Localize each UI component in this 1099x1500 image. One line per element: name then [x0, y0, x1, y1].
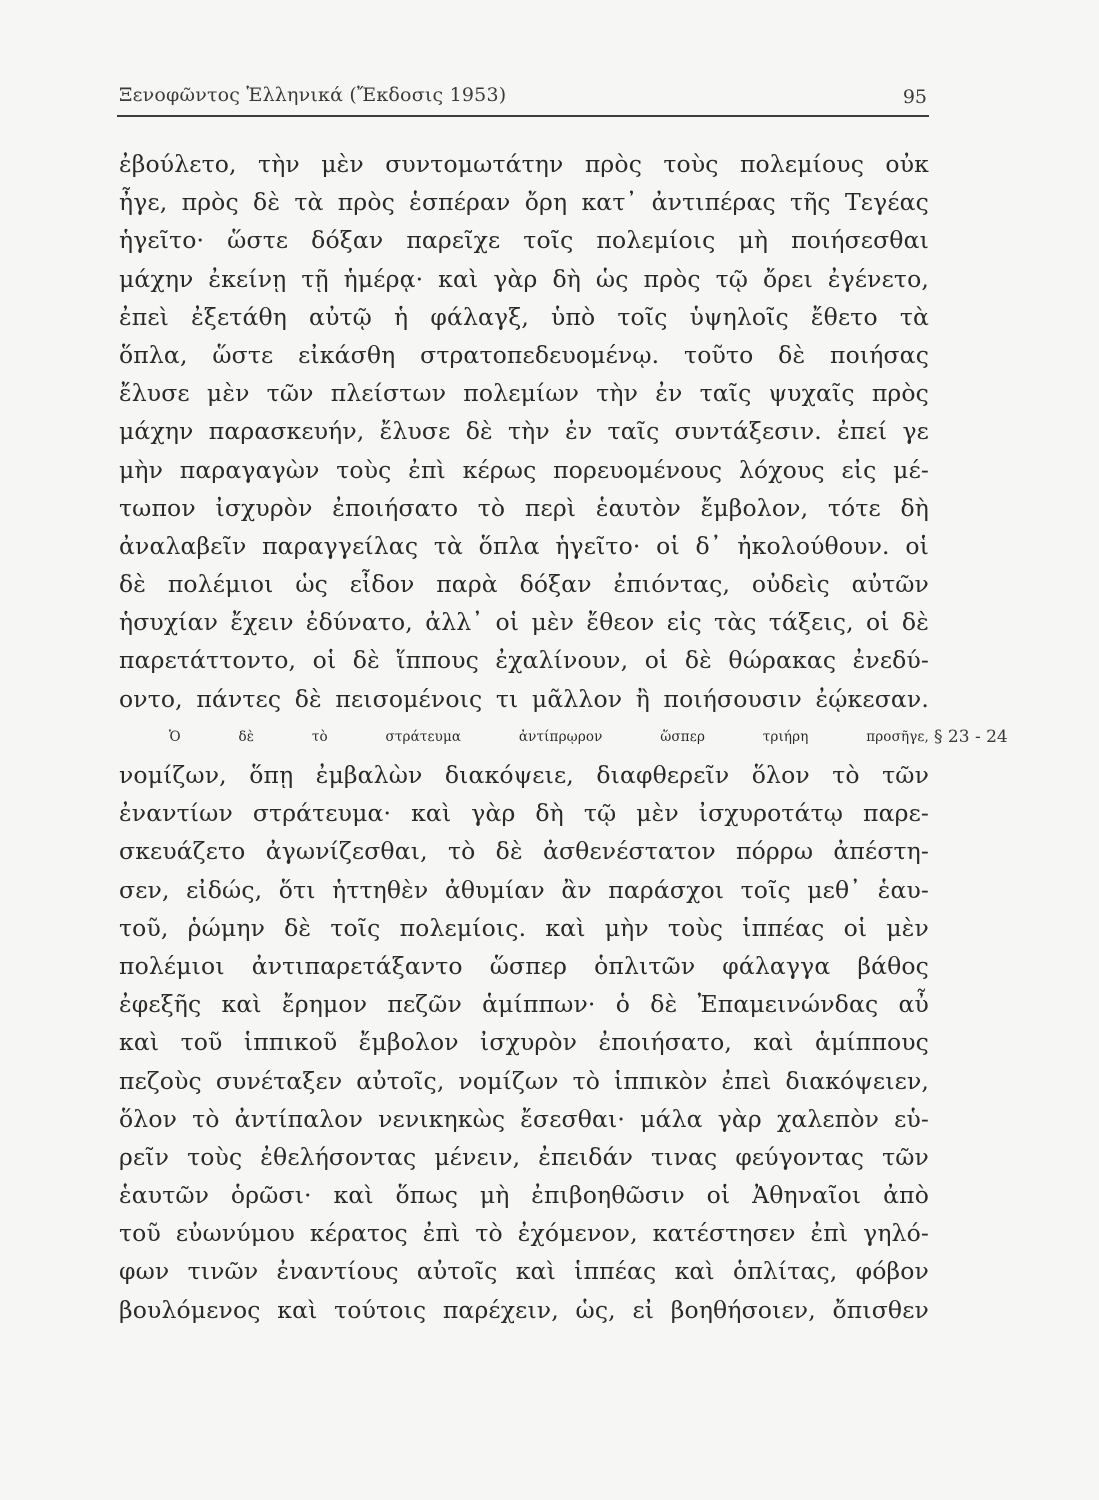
text-line: βουλόμενος καὶ τούτοις παρέχειν, ὡς, εἰ βοηθήσοιεν, ὄπισθεν	[119, 1295, 929, 1324]
text-line: καὶ τοῦ ἱππικοῦ ἔμβολον ἰσχυρὸν ἐποιήσατο, καὶ ἁμίππους	[119, 1028, 929, 1057]
text-line: Ὁ δὲ τὸ στράτευμα ἀντίπρῳρον ὥσπερ τριήρη προσῆγε,	[169, 728, 929, 745]
paragraph-start-line	[119, 718, 1008, 756]
text-line: τωπον ἰσχυρὸν ἐποιήσατο τὸ περὶ ἑαυτὸν ἔμβολον, τότε δὴ	[119, 493, 929, 522]
running-title: Ξενοφῶντος Ἑλληνικά (Ἔκδοσις 1953)	[119, 84, 507, 106]
text-line: ἐβούλετο, τὴν μὲν συντομωτάτην πρὸς τοὺς πολεμίους οὐκ	[119, 150, 929, 178]
margin-section-note: § 23 - 24	[934, 726, 1008, 747]
text-line: ἐναντίων στράτευμα· καὶ γὰρ δὴ τῷ μὲν ἰσχυροτάτῳ παρε-	[119, 799, 929, 828]
running-head	[119, 84, 929, 110]
text-line: ἡγεῖτο· ὥστε δόξαν παρεῖχε τοῖς πολεμίοις μὴ ποιήσεσθαι	[119, 226, 929, 255]
header-rule	[117, 115, 929, 117]
text-line: ἔλυσε μὲν τῶν πλείστων πολεμίων τὴν ἐν ταῖς ψυχαῖς πρὸς	[119, 379, 929, 408]
text-line: πεζοὺς συνέταξεν αὐτοῖς, νομίζων τὸ ἱππικὸν ἐπεὶ διακόψειεν,	[119, 1066, 929, 1095]
text-line: παρετάττοντο, οἱ δὲ ἵππους ἐχαλίνουν, οἱ δὲ θώρακας ἐνεδύ-	[119, 646, 929, 675]
text-line: ἑαυτῶν ὁρῶσι· καὶ ὅπως μὴ ἐπιβοηθῶσιν οἱ Ἀθηναῖοι ἀπὸ	[119, 1181, 929, 1210]
body-text	[119, 145, 1008, 1329]
text-line: πολέμιοι ἀντιπαρετάξαντο ὥσπερ ὁπλιτῶν φάλαγγα βάθος	[119, 951, 929, 980]
text-line: δὲ πολέμιοι ὡς εἶδον παρὰ δόξαν ἐπιόντας, οὐδεὶς αὐτῶν	[119, 570, 929, 599]
text-line: μὴν παραγαγὼν τοὺς ἐπὶ κέρως πορευομένους λόχους εἰς μέ-	[119, 455, 929, 484]
text-line: ὅπλα, ὥστε εἰκάσθη στρατοπεδευομένῳ. τοῦτο δὲ ποιήσας	[119, 340, 929, 369]
text-line: ἐπεὶ ἐξετάθη αὐτῷ ἡ φάλαγξ, ὑπὸ τοῖς ὑψηλοῖς ἔθετο τὰ	[119, 302, 929, 331]
text-line: ρεῖν τοὺς ἐθελήσοντας μένειν, ἐπειδάν τινας φεύγοντας τῶν	[119, 1142, 929, 1171]
text-line: φων τινῶν ἐναντίους αὐτοῖς καὶ ἱππέας καὶ ὁπλίτας, φόβον	[119, 1257, 929, 1286]
text-line: ἦγε, πρὸς δὲ τὰ πρὸς ἑσπέραν ὄρη κατ᾽ ἀντιπέρας τῆς Τεγέας	[119, 188, 929, 217]
text-line: ἀναλαβεῖν παραγγείλας τὰ ὅπλα ἡγεῖτο· οἱ δ᾽ ἠκολούθουν. οἱ	[119, 531, 929, 560]
text-line: οντο, πάντες δὲ πεισομένοις τι μᾶλλον ἢ ποιήσουσιν ἐῴκεσαν.	[119, 684, 929, 713]
text-line: σκευάζετο ἀγωνίζεσθαι, τὸ δὲ ἀσθενέστατον πόρρω ἀπέστη-	[119, 837, 929, 866]
text-line: νομίζων, ὅπῃ ἐμβαλὼν διακόψειε, διαφθερεῖν ὅλον τὸ τῶν	[119, 761, 929, 789]
text-line: τοῦ εὐωνύμου κέρατος ἐπὶ τὸ ἐχόμενον, κατέστησεν ἐπὶ γηλό-	[119, 1219, 929, 1248]
text-line: μάχην ἐκείνῃ τῇ ἡμέρᾳ· καὶ γὰρ δὴ ὡς πρὸς τῷ ὄρει ἐγένετο,	[119, 264, 929, 293]
text-line: τοῦ, ῥώμην δὲ τοῖς πολεμίοις. καὶ μὴν τοὺς ἱππέας οἱ μὲν	[119, 913, 929, 942]
text-line: μάχην παρασκευήν, ἔλυσε δὲ τὴν ἐν ταῖς συντάξεσιν. ἐπεί γε	[119, 417, 929, 446]
text-line: ἐφεξῆς καὶ ἔρημον πεζῶν ἁμίππων· ὁ δὲ Ἐπαμεινώνδας αὖ	[119, 990, 929, 1019]
text-line: ὅλον τὸ ἀντίπαλον νενικηκὼς ἔσεσθαι· μάλα γὰρ χαλεπὸν εὑ-	[119, 1104, 929, 1133]
text-line: σεν, εἰδώς, ὅτι ἡττηθὲν ἀθυμίαν ἂν παράσχοι τοῖς μεθ᾽ ἑαυ-	[119, 875, 929, 904]
text-line: ἡσυχίαν ἔχειν ἐδύνατο, ἀλλ᾽ οἱ μὲν ἔθεον εἰς τὰς τάξεις, οἱ δὲ	[119, 608, 929, 637]
page-number: 95	[902, 86, 927, 108]
